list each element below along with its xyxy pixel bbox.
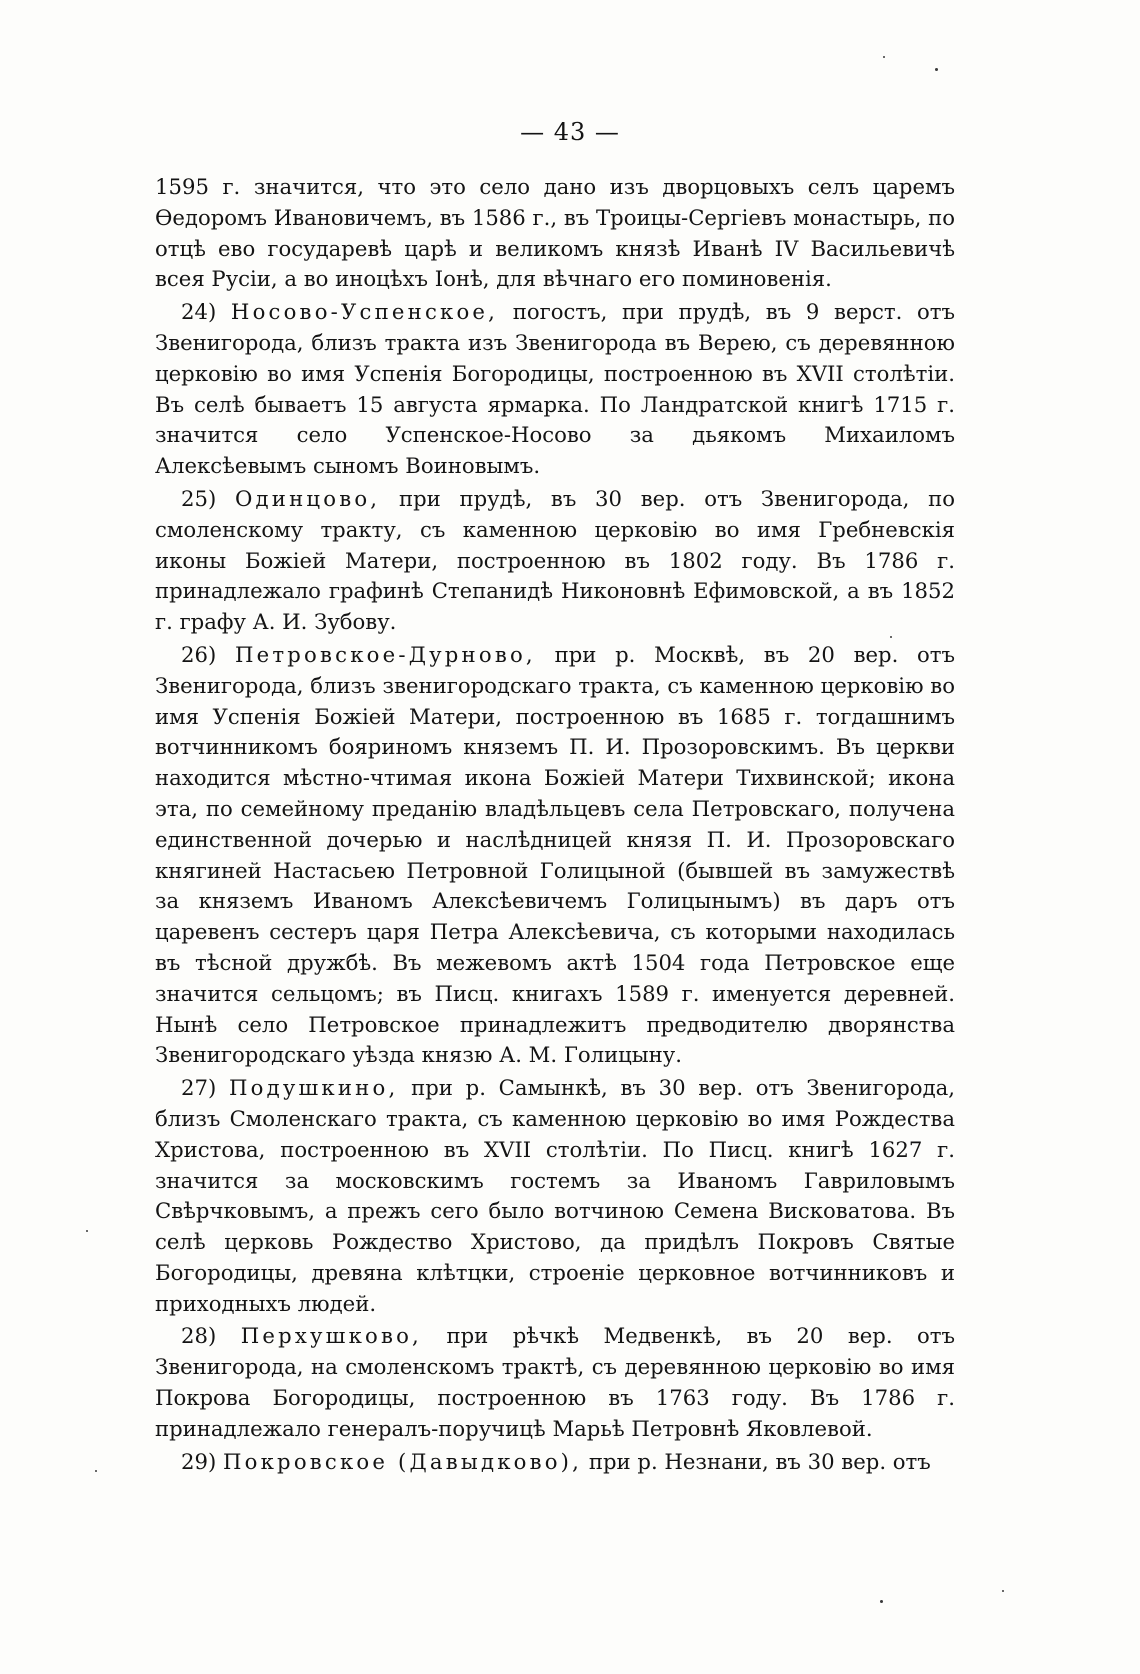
body-text (155, 172, 955, 1477)
entry-text: погостъ, при прудѣ, въ 9 верст. отъ Звенигорода, близъ тракта изъ Звенигорода въ Верею, съ деревянною церковію во имя Успенія Богородицы, построенною въ XVII столѣтіи. Въ селѣ бываетъ 15 августа ярмарка. По Ландратской книгѣ 1715 г. значится село Успенское-Носово за дьякомъ Михаиломъ Алексѣевымъ сыномъ Воиновымъ. (155, 299, 955, 479)
entry-text: при р. Самынкѣ, въ 30 вер. отъ Звенигорода, близъ Смоленскаго тракта, съ каменною церковію во имя Рождества Христова, построенною въ XVII столѣтіи. По Писц. книгѣ 1627 г. значится за московскимъ гостемъ за Иваномъ Гавриловымъ Свѣрчковымъ, а прежъ сего было вотчиною Семена Висковатова. Въ селѣ церковь Рождество Христово, да придѣлъ Покровъ Святые Богородицы, древяна клѣтцки, строеніе церковное вотчинниковъ и приходныхъ людей. (155, 1075, 955, 1316)
entry-place-name: Подушкино, (228, 1075, 399, 1101)
entry-place-name: Покровское (Давыдково), (222, 1448, 583, 1474)
entry-number: 29) (181, 1448, 217, 1474)
entry-place-name: Одинцово, (234, 485, 381, 511)
entry-number: 25) (181, 485, 217, 511)
entry-place-name: Носово-Успенское, (230, 299, 499, 325)
entry-number: 27) (181, 1075, 217, 1101)
intro-text: 1595 г. значится, что это село дано изъ дворцовыхъ селъ царемъ Ѳедоромъ Ивановичемъ, въ 1586 г., въ Троицы-Сергіевъ монастырь, по отцѣ ево государевѣ царѣ и великомъ князѣ Иванѣ IV Васильевичѣ всея Русіи, а во иноцѣхъ Іонѣ, для вѣчнаго его поминовенія. (155, 174, 955, 292)
scan-speck (880, 1600, 883, 1603)
entry-text: при рѣчкѣ Медвенкѣ, въ 20 вер. отъ Звенигорода, на смоленскомъ трактѣ, съ деревянною церковію во имя Покрова Богородицы, построенною въ 1763 году. Въ 1786 г. принадлежало генералъ-поручицѣ Марьѣ Петровнѣ Яковлевой. (155, 1323, 955, 1441)
entry-number: 24) (181, 299, 217, 325)
scan-speck (95, 1470, 97, 1472)
entry-place-name: Перхушково, (240, 1323, 422, 1349)
entry-text: при прудѣ, въ 30 вер. отъ Звенигорода, по смоленскому тракту, съ каменною церковію во имя Гребневскія иконы Божіей Матери, построенною въ 1802 году. Въ 1786 г. принадлежало графинѣ Степанидѣ Никоновнѣ Ефимовской, а въ 1852 г. графу А. И. Зубову. (155, 485, 955, 635)
scan-speck (86, 1230, 88, 1232)
scan-speck (890, 636, 892, 638)
entry-text: при р. Москвѣ, въ 20 вер. отъ Звенигорода, близъ звенигородскаго тракта, съ каменною церковію во имя Успенія Божіей Матери, построенною въ 1685 г. тогдашнимъ вотчинникомъ бояриномъ княземъ П. И. Прозоровскимъ. Въ церкви находится мѣстно-чтимая икона Божіей Матери Тихвинской; икона эта, по семейному преданію владѣльцевъ села Петровскаго, получена единственной дочерью и наслѣдницей князя П. И. Прозоровскаго княгиней Настасьею Петровной Голицыной (бывшей въ замужествѣ за княземъ Иваномъ Алексѣевичемъ Голицынымъ) въ даръ отъ царевенъ сестеръ царя Петра Алексѣевича, съ которыми находилась въ тѣсной дружбѣ. Въ межевомъ актѣ 1504 года Петровское еще значится сельцомъ; въ Писц. книгахъ 1589 г. именуется деревней. Нынѣ село Петровское принадлежитъ предводителю дворянства Звенигородскаго уѣзда князю А. М. Голицыну. (155, 641, 955, 1068)
entry-text: при р. Незнани, въ 30 вер. отъ (588, 1448, 931, 1474)
entry-place-name: Петровское-Дурново, (234, 641, 536, 667)
intro-paragraph (155, 172, 955, 295)
scan-speck (935, 68, 938, 71)
page-number: — 43 — (520, 118, 620, 146)
entry-28 (155, 1321, 955, 1444)
entry-29 (155, 1447, 955, 1478)
entry-25 (155, 484, 955, 638)
entry-27 (155, 1073, 955, 1319)
scan-speck (1002, 1590, 1004, 1592)
entry-26 (155, 640, 955, 1071)
scan-speck (883, 56, 885, 58)
entry-number: 28) (181, 1323, 217, 1349)
entry-number: 26) (181, 641, 217, 667)
entry-24 (155, 297, 955, 482)
